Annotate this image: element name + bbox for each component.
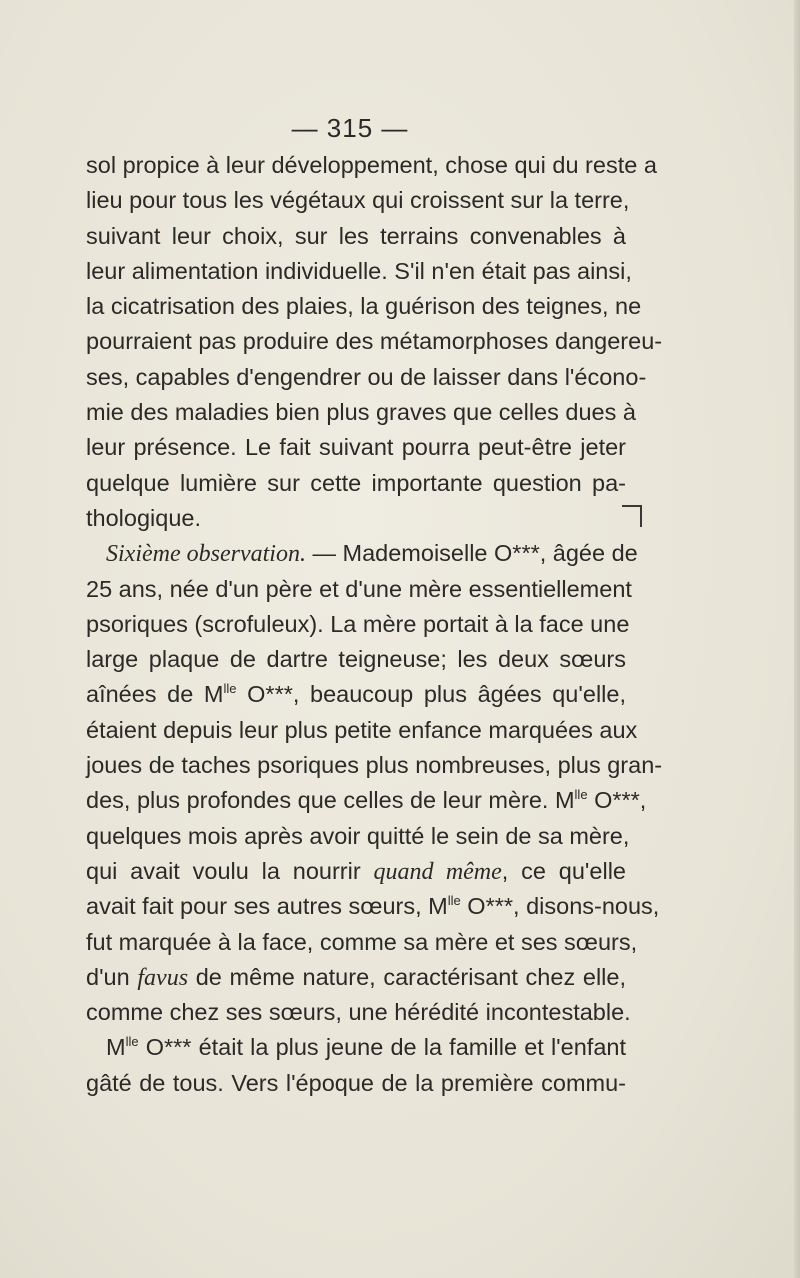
text-line: thologique. [86,504,201,531]
text-line: large plaque de dartre teigneuse; les deux sœurs [86,646,626,673]
text-line: aînées de $M^{lle}$ O***, beaucoup plus âgées qu'elle, [86,681,626,708]
text-line: fut marquée à la face, comme sa mère et ses sœurs, [86,928,638,955]
body-text [86,148,663,1101]
margin-bracket-mark [622,505,642,527]
text-line: d'un favus de même nature, caractérisant chez elle, [86,963,626,991]
text-line: avait fait pour ses autres sœurs, $M^{lle}$ O***, disons-nous, [86,893,660,920]
text-line: qui avait voulu la nourrir quand même, ce qu'elle [86,857,626,885]
text-line: comme chez ses sœurs, une hérédité incontestable. [86,999,631,1026]
text-line: étaient depuis leur plus petite enfance marquées aux [86,716,638,743]
text-line: mie des maladies bien plus graves que celles dues à [86,399,636,426]
text-line: joues de taches psoriques plus nombreuses, plus gran- [86,752,663,779]
text-line: $M^{lle}$ O*** était la plus jeune de la famille et l'enfant [106,1034,626,1061]
page-number: — 315 — [291,113,409,143]
text-line: psoriques (scrofuleux). La mère portait à la face une [86,610,630,637]
text-line: sol propice à leur développement, chose qui du reste a [86,152,657,178]
text-line: pourraient pas produire des métamorphoses dangereu- [86,328,663,355]
text-line: lieu pour tous les végétaux qui croissent sur la terre, [86,187,630,214]
text-line: leur alimentation individuelle. S'il n'en était pas ainsi, [86,257,632,284]
text-line: gâté de tous. Vers l'époque de la première commu- [86,1069,626,1096]
text-line: quelque lumière sur cette importante question pa- [86,469,626,496]
text-line: suivant leur choix, sur les terrains convenables à [86,222,626,249]
page-edge [794,0,800,1278]
text-line: leur présence. Le fait suivant pourra peut-être jeter [86,434,626,461]
text-line: des, plus profondes que celles de leur mère. $M^{lle}$ O***, [86,787,647,814]
observation-title: Sixième observation. [106,541,306,568]
text-line: quelques mois après avoir quitté le sein de sa mère, [86,822,630,849]
text-line: la cicatrisation des plaies, la guérison des teignes, ne [86,293,642,320]
text-line: 25 ans, née d'un père et d'une mère essentiellement [86,575,632,602]
text-line: ses, capables d'engendrer ou de laisser dans l'écono- [86,363,647,390]
observation-heading-line: Sixième observation. — Mademoiselle O***, âgée de [106,540,638,568]
